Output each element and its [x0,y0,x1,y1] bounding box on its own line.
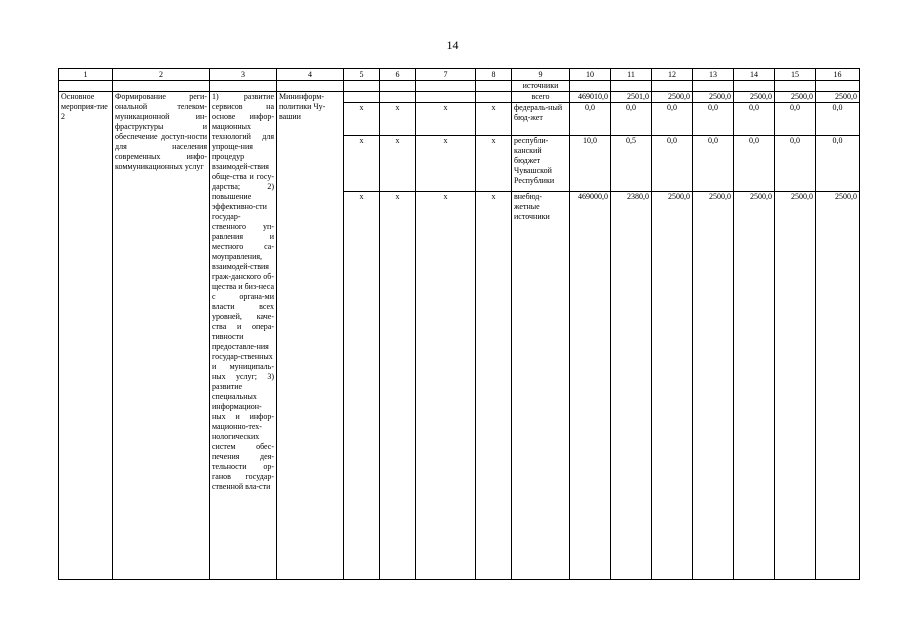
value-cell: 2500,0 [816,192,860,580]
column-number: 12 [652,69,693,81]
funding-source: всего [512,92,570,103]
carry-over-row [59,81,860,92]
value-cell: 2500,0 [816,92,860,103]
value-cell: 0,0 [652,136,693,192]
mark-cell: x [344,103,380,136]
funding-source: внебюд-жетные источники [512,192,570,580]
value-cell: 0,0 [816,103,860,136]
mark-cell: x [416,192,476,580]
measure-name: Формирование реги-ональной телеком-муникационной ин-фраструктуры и обеспечение доступ-ности для населения современных инфо-коммуникационных услуг [113,92,210,580]
column-number: 9 [512,69,570,81]
value-cell: 0,0 [570,103,611,136]
mark-cell: x [476,136,512,192]
column-number: 16 [816,69,860,81]
value-cell: 2500,0 [693,92,734,103]
value-cell: 2500,0 [693,192,734,580]
mark-cell: x [344,192,380,580]
value-cell: 469000,0 [570,192,611,580]
measure-executor: Мининформ-политики Чу-вашии [277,92,344,580]
mark-cell: x [416,136,476,192]
column-number: 2 [113,69,210,81]
value-cell: 2500,0 [734,92,775,103]
value-cell: 10,0 [570,136,611,192]
value-cell: 2500,0 [652,92,693,103]
table-row [59,92,860,103]
column-number: 13 [693,69,734,81]
measure-goals: 1) развитие сервисов на основе инфор-мационных технологий для упроще-ния процедур взаимодей-ствия обще-ства и госу-дарства; 2) повышение эффективно-сти государ-ственного уп-равления и местного са-моуправления, взаимодей-ствия граж-данского об-щества и биз-неса с органа-ми власти всех уровней, каче-ства и опера-тивности предоставле-ния государ-ственных и муниципаль-ных услуг; 3) развитие специальных информацион-ных и инфор-мационно-тех-нологических систем обес-печения дея-тельности ор-ганов государ-ственной вла-сти [210,92,277,580]
column-number: 3 [210,69,277,81]
column-number: 14 [734,69,775,81]
value-cell: 2500,0 [652,192,693,580]
mark-cell [416,92,476,103]
value-cell: 0,0 [611,103,652,136]
program-table-wrapper [58,68,859,580]
column-number-row [59,69,860,81]
mark-cell: x [380,136,416,192]
value-cell: 2500,0 [775,192,816,580]
mark-cell [344,92,380,103]
funding-source: республи-канский бюджет Чувашской Республики [512,136,570,192]
column-number: 11 [611,69,652,81]
mark-cell: x [476,103,512,136]
value-cell: 0,0 [693,136,734,192]
mark-cell [476,92,512,103]
mark-cell: x [416,103,476,136]
column-number: 8 [476,69,512,81]
column-number: 5 [344,69,380,81]
column-number: 7 [416,69,476,81]
program-table [58,68,860,580]
value-cell: 0,0 [652,103,693,136]
value-cell: 0,0 [775,103,816,136]
mark-cell: x [380,192,416,580]
value-cell: 0,0 [693,103,734,136]
value-cell: 0,0 [734,136,775,192]
value-cell: 0,0 [775,136,816,192]
value-cell: 0,0 [734,103,775,136]
value-cell: 0,0 [816,136,860,192]
value-cell: 2380,0 [611,192,652,580]
value-cell: 0,5 [611,136,652,192]
value-cell: 2500,0 [734,192,775,580]
mark-cell: x [476,192,512,580]
column-number: 1 [59,69,113,81]
mark-cell: x [380,103,416,136]
column-number: 15 [775,69,816,81]
page-number: 14 [446,38,459,52]
source-label: источники [512,81,570,92]
measure-type: Основное мероприя-тие 2 [59,92,113,580]
mark-cell: x [344,136,380,192]
funding-source: федераль-ный бюд-жет [512,103,570,136]
column-number: 10 [570,69,611,81]
mark-cell [380,92,416,103]
value-cell: 469010,0 [570,92,611,103]
value-cell: 2501,0 [611,92,652,103]
column-number: 4 [277,69,344,81]
value-cell: 2500,0 [775,92,816,103]
column-number: 6 [380,69,416,81]
